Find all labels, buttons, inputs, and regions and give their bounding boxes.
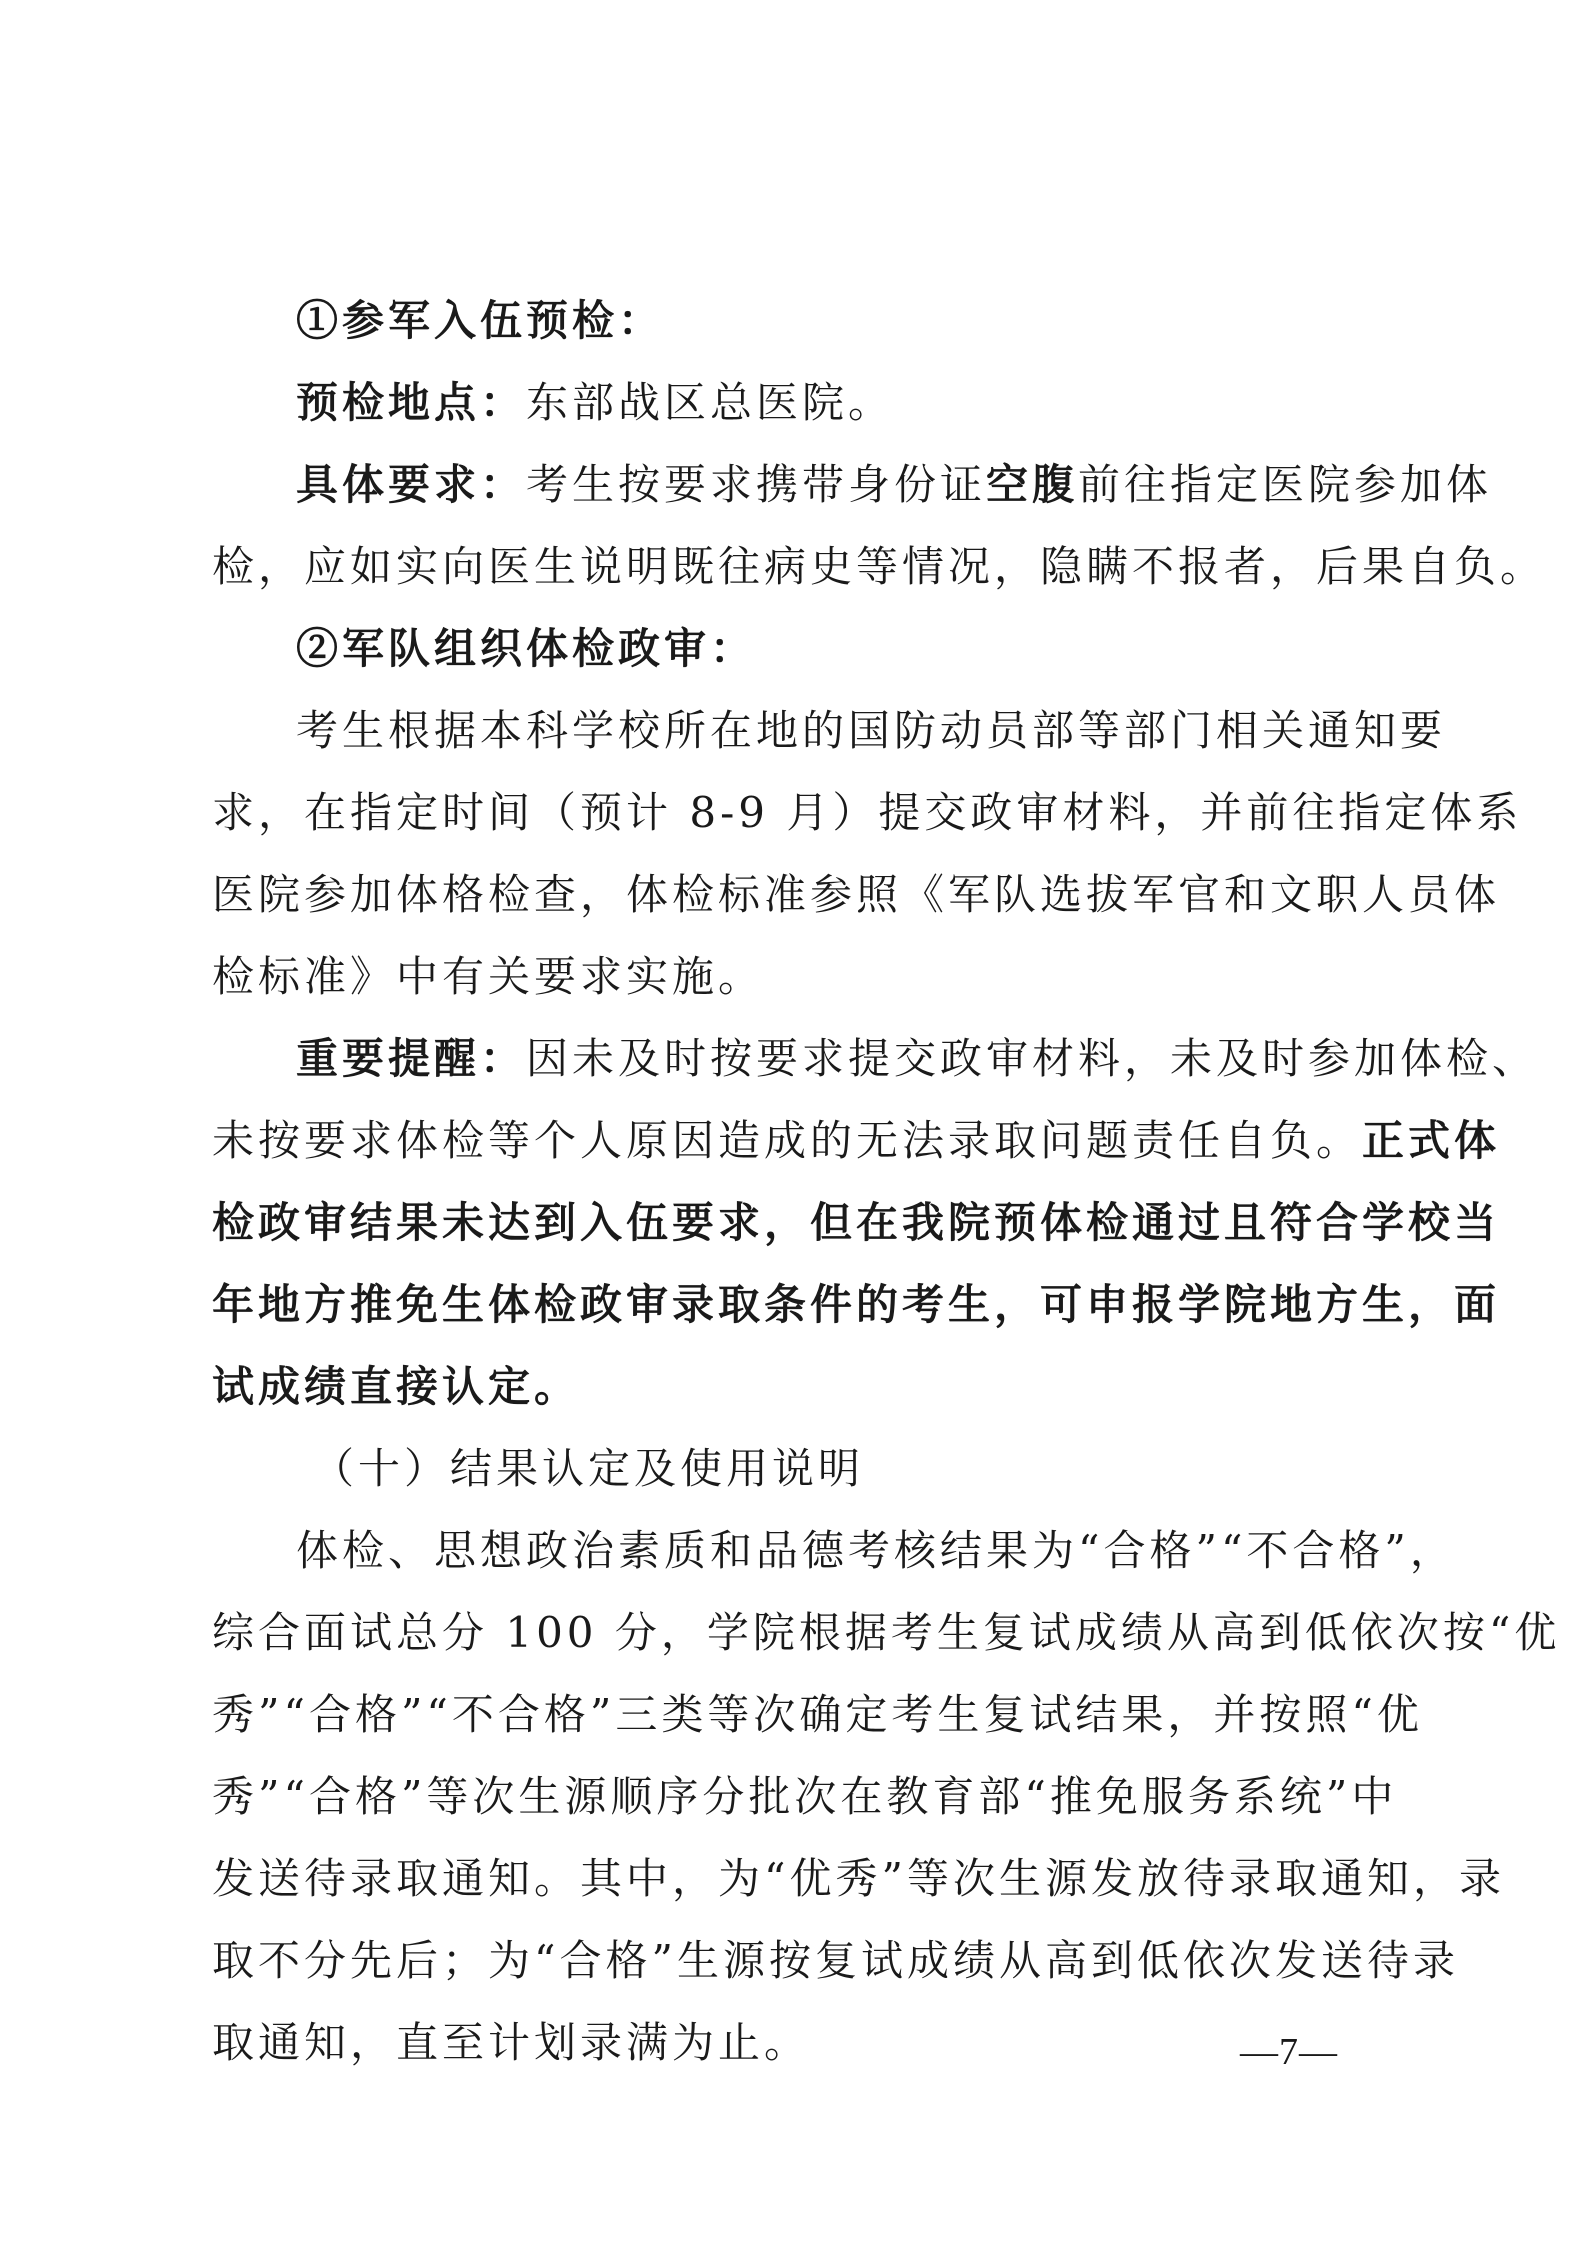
military-review-line: 求，在指定时间（预计 8-9 月）提交政审材料，并前往指定体系	[212, 788, 1523, 837]
pre-check-requirement-line-2: 检，应如实向医生说明既往病史等情况，隐瞒不报者，后果自负。	[212, 542, 1547, 591]
page-number: —7—	[1240, 2031, 1338, 2073]
results-line: 秀”“合格”“不合格”三类等次确定考生复试结果，并按照“优	[212, 1690, 1423, 1739]
reminder-text: 未按要求体检等个人原因造成的无法录取问题责任自负。	[212, 1116, 1363, 1165]
location-value: 东部战区总医院。	[526, 378, 895, 427]
requirement-text: 考生按要求携带身份证	[526, 460, 987, 509]
fasting-emphasis: 空腹	[986, 460, 1079, 509]
results-line: 体检、思想政治素质和品德考核结果为“合格”“不合格”，	[296, 1526, 1456, 1575]
reminder-bold-line: 年地方推免生体检政审录取条件的考生，可申报学院地方生，面	[212, 1280, 1501, 1329]
reminder-bold-text: 正式体	[1362, 1116, 1501, 1165]
pre-check-requirement-line-1	[212, 444, 1493, 526]
requirement-label: 具体要求：	[296, 460, 527, 509]
reminder-bold-line: 检政审结果未达到入伍要求，但在我院预体检通过且符合学校当	[212, 1198, 1501, 1247]
pre-check-heading: ①参军入伍预检：	[296, 296, 665, 345]
reminder-bold-line: 试成绩直接认定。	[212, 1362, 581, 1411]
requirement-text-cont: 前往指定医院参加体	[1078, 460, 1493, 509]
results-line: 秀”“合格”等次生源顺序分批次在教育部“推免服务系统”中	[212, 1772, 1398, 1821]
military-review-heading: ②军队组织体检政审：	[296, 624, 757, 673]
reminder-text: 因未及时按要求提交政审材料，未及时参加体检、	[526, 1034, 1539, 1083]
results-heading: （十）结果认定及使用说明	[312, 1444, 865, 1493]
results-line: 综合面试总分 100 分，学院根据考生复试成绩从高到低依次按“优	[212, 1608, 1561, 1657]
military-review-line: 考生根据本科学校所在地的国防动员部等部门相关通知要	[296, 706, 1447, 755]
pre-check-location	[212, 362, 1387, 444]
military-review-line: 医院参加体格检查，体检标准参照《军队选拔军官和文职人员体	[212, 870, 1501, 919]
results-line: 发送待录取通知。其中，为“优秀”等次生源发放待录取通知，录	[212, 1854, 1505, 1903]
reminder-line-1	[212, 1018, 1539, 1100]
location-label: 预检地点：	[296, 378, 527, 427]
reminder-line-2	[212, 1100, 1501, 1182]
reminder-label: 重要提醒：	[296, 1034, 527, 1083]
results-line: 取通知，直至计划录满为止。	[212, 2018, 811, 2067]
results-line: 取不分先后；为“合格”生源按复试成绩从高到低依次发送待录	[212, 1936, 1459, 1985]
document-body	[212, 280, 1561, 2084]
military-review-line: 检标准》中有关要求实施。	[212, 952, 765, 1001]
